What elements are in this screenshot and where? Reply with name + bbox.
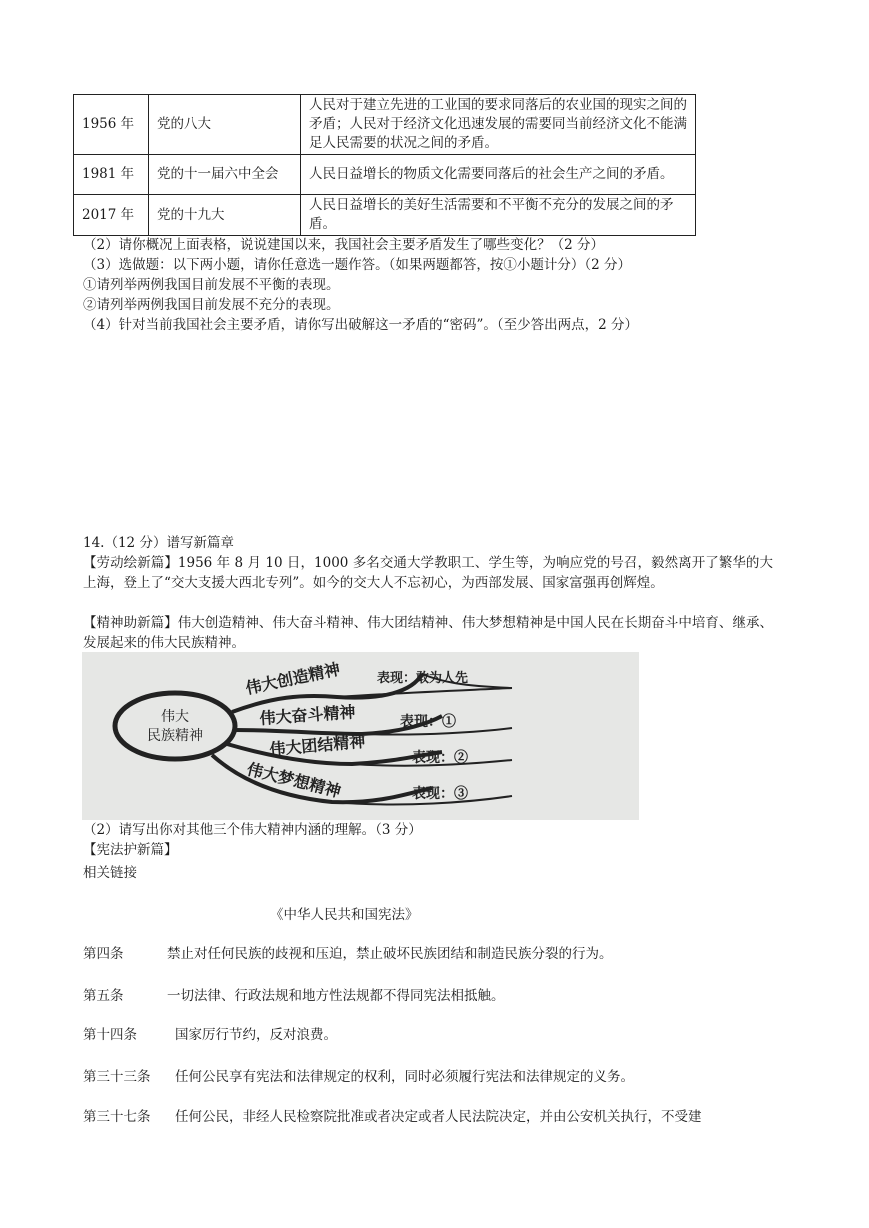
q14-sub2: （2）请写出你对其他三个伟大精神内涵的理解。（3 分）	[83, 822, 422, 838]
year-cell: 1956 年	[74, 95, 149, 155]
constitution-heading: 【宪法护新篇】	[83, 842, 178, 858]
contradiction-cell: 人民日益增长的物质文化需要同落后的社会生产之间的矛盾。	[301, 155, 696, 195]
law-title: 《中华人民共和国宪法》	[270, 907, 419, 923]
branch-label-dream: 伟大梦想精神	[245, 759, 343, 802]
contradiction-cell: 人民日益增长的美好生活需要和不平衡不充分的发展之间的矛盾。	[301, 195, 696, 236]
branch-sub-line-1	[337, 688, 512, 697]
article-text: 任何公民，非经人民检察院批准或者决定或者人民法院决定，并由公安机关执行，不受建	[175, 1109, 702, 1125]
event-cell: 党的十一届六中全会	[149, 155, 301, 195]
event-cell: 党的十九大	[149, 195, 301, 236]
year-cell: 2017 年	[74, 195, 149, 236]
spirit-paragraph: 【精神助新篇】伟大创造精神、伟大奋斗精神、伟大团结精神、伟大梦想精神是中国人民在长期奋斗中培育、继承、发展起来的伟大民族精神。	[83, 615, 773, 651]
related-link-label: 相关链接	[83, 865, 137, 881]
question-3b: ②请列举两例我国目前发展不充分的表现。	[83, 297, 340, 313]
article-text: 禁止对任何民族的歧视和压迫，禁止破坏民族团结和制造民族分裂的行为。	[167, 946, 613, 962]
branch-label-creation: 伟大创造精神	[243, 659, 342, 698]
center-ellipse	[115, 693, 235, 759]
table-row	[74, 95, 696, 155]
article-5	[83, 986, 505, 1006]
article-4	[83, 944, 613, 964]
mind-map-image	[82, 652, 639, 820]
article-text: 任何公民享有宪法和法律规定的权利，同时必须履行宪法和法律规定的义务。	[175, 1069, 634, 1085]
branch-label-unity: 伟大团结精神	[268, 731, 366, 759]
article-number: 第四条	[83, 946, 124, 962]
article-33	[83, 1067, 634, 1087]
q14-title: 14.（12 分）谱写新篇章	[83, 535, 234, 551]
article-number: 第十四条	[83, 1027, 137, 1043]
question-3a: ①请列举两例我国目前发展不平衡的表现。	[83, 277, 340, 293]
article-number: 第五条	[83, 988, 124, 1004]
branch-expression-creation: 表现：敢为人先	[377, 671, 469, 686]
article-text: 国家厉行节约，反对浪费。	[175, 1027, 337, 1043]
contradiction-table	[73, 94, 696, 236]
event-cell: 党的八大	[149, 95, 301, 155]
branch-expression-dream: 表现：③	[412, 786, 468, 802]
article-text: 一切法律、行政法规和地方性法规都不得同宪法相抵触。	[167, 988, 505, 1004]
article-number: 第三十三条	[83, 1069, 151, 1085]
table-row	[74, 155, 696, 195]
question-3: （3）选做题：以下两小题，请你任意选一题作答。（如果两题都答，按①小题计分）（2 分）	[83, 257, 631, 273]
branch-label-struggle: 伟大奋斗精神	[258, 702, 357, 728]
contradiction-cell: 人民对于建立先进的工业国的要求同落后的农业国的现实之间的矛盾；人民对于经济文化迅速发展的需要同当前经济文化不能满足人民需要的状况之间的矛盾。	[301, 95, 696, 155]
question-4: （4）针对当前我国社会主要矛盾，请你写出破解这一矛盾的“密码”。（至少答出两点，2 分）	[83, 317, 639, 333]
branch-expression-struggle: 表现：①	[400, 714, 456, 730]
center-label-1: 伟大	[161, 709, 189, 725]
labor-paragraph: 【劳动绘新篇】1956 年 8 月 10 日，1000 多名交通大学教职工、学生等，为响应党的号召，毅然离开了繁华的大上海，登上了“交大支援大西北专列”。如今的交大人不忘初心，为西部发展、国家富强再创辉煌。	[83, 555, 773, 591]
year-cell: 1981 年	[74, 155, 149, 195]
article-number: 第三十七条	[83, 1109, 151, 1125]
branch-expression-unity: 表现：②	[412, 750, 468, 766]
question-2: （2）请你概况上面表格，说说建国以来，我国社会主要矛盾发生了哪些变化？（2 分）	[83, 237, 604, 253]
table-row	[74, 195, 696, 236]
article-37	[83, 1107, 702, 1127]
article-14	[83, 1025, 337, 1045]
center-label-2: 民族精神	[147, 728, 203, 744]
